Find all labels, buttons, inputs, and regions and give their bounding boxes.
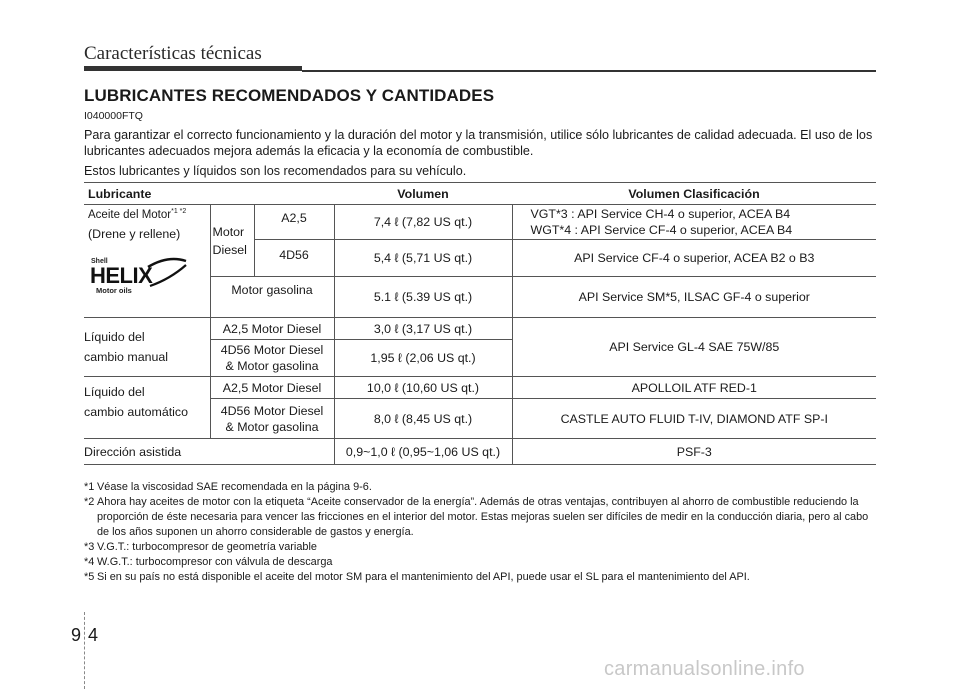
automatic-class-a25: APOLLOIL ATF RED-1 xyxy=(512,377,876,399)
header-classification: Volumen Clasificación xyxy=(512,183,876,205)
oil-class-gasoline: API Service SM*5, ILSAC GF-4 o superior xyxy=(512,277,876,318)
header-volume: Volumen xyxy=(334,183,512,205)
footnote-text: Ahora hay aceites de motor con la etiqueta “Aceite conservador de la energía”. Además de otras ventajas, contribuyen al ahorro de combustible reduciendo la proporción de éste necesaria para vencer las fricciones en el interior del motor. Estas mejoras suelen ser difíciles de medir en la conducción diaria, pero al cabo de los años suponen un ahorro considerable de gastos y energía. xyxy=(97,496,869,538)
manual-engine-4d56-line2: & Motor gasolina xyxy=(225,359,319,373)
table-row xyxy=(84,439,876,465)
manual-engine-4d56 xyxy=(210,340,334,377)
manual-engine-a25: A2,5 Motor Diesel xyxy=(210,318,334,340)
footnote-mark: *4 xyxy=(84,556,95,568)
oil-name-cell xyxy=(84,205,210,318)
footnote-text: Si en su país no está disponible el aceite del motor SM para el mantenimiento del API, puede usar el SL para el mantenimiento del API. xyxy=(97,571,750,583)
lubricants-table xyxy=(84,182,876,465)
table-row xyxy=(84,377,876,399)
automatic-name-cell xyxy=(84,377,210,439)
oil-volume-gasoline: 5.1 ℓ (5.39 US qt.) xyxy=(334,277,512,318)
footnote-mark: *3 xyxy=(84,541,95,553)
footnote-mark: *2 xyxy=(84,496,95,508)
automatic-engine-a25: A2,5 Motor Diesel xyxy=(210,377,334,399)
manual-volume-4d56: 1,95 ℓ (2,06 US qt.) xyxy=(334,340,512,377)
oil-class-4d56: API Service CF-4 o superior, ACEA B2 o B3 xyxy=(512,240,876,277)
page-divider xyxy=(84,612,86,689)
header-lubricant: Lubricante xyxy=(84,183,334,205)
svg-text:HELIX: HELIX xyxy=(90,262,153,288)
page-number: 4 xyxy=(88,625,99,645)
manual-engine-4d56-line1: 4D56 Motor Diesel xyxy=(220,343,324,357)
watermark: carmanualsonline.info xyxy=(604,658,805,680)
manual-name-line2: cambio manual xyxy=(84,350,169,364)
table-row xyxy=(84,318,876,340)
oil-class-wgt: WGT*4 : API Service CF-4 o superior, ACEA B4 xyxy=(530,223,793,237)
oil-name: Aceite del Motor xyxy=(88,208,172,221)
svg-text:Motor oils: Motor oils xyxy=(96,285,132,295)
document-code: I040000FTQ xyxy=(84,110,143,122)
oil-engine-gasoline: Motor gasolina xyxy=(210,277,334,318)
footnote-3 xyxy=(84,540,880,555)
automatic-name-line2: cambio automático xyxy=(84,405,188,419)
footnote-text: V.G.T.: turbocompresor de geometría variable xyxy=(97,541,317,553)
manual-volume-a25: 3,0 ℓ (3,17 US qt.) xyxy=(334,318,512,340)
oil-engine-a25: A2,5 xyxy=(254,205,334,240)
intro-note: Estos lubricantes y líquidos son los recomendados para su vehículo. xyxy=(84,164,467,178)
manual-name-cell xyxy=(84,318,210,377)
footnotes xyxy=(84,480,880,585)
oil-class-a25 xyxy=(512,205,876,240)
automatic-engine-4d56-line2: & Motor gasolina xyxy=(225,419,319,434)
manual-name-line1: Líquido del xyxy=(84,330,145,344)
oil-footnote-marks: *1 *2 xyxy=(171,208,187,215)
header-rule-thin xyxy=(302,70,876,72)
chapter-number: 9 xyxy=(71,625,82,645)
oil-group-cell xyxy=(210,205,254,277)
footnote-mark: *5 xyxy=(84,571,95,583)
manual-class: API Service GL-4 SAE 75W/85 xyxy=(512,318,876,377)
oil-group-label: Motor Diesel xyxy=(212,224,247,257)
section-title: Características técnicas xyxy=(84,43,262,64)
table-row xyxy=(84,205,876,240)
footnote-4 xyxy=(84,555,880,570)
steering-name: Dirección asistida xyxy=(84,439,334,465)
automatic-volume-4d56: 8,0 ℓ (8,45 US qt.) xyxy=(334,399,512,439)
shell-helix-logo xyxy=(88,255,210,298)
footnote-5 xyxy=(84,570,880,585)
oil-engine-4d56: 4D56 xyxy=(254,240,334,277)
footnote-1 xyxy=(84,480,880,495)
footnote-2 xyxy=(84,495,880,540)
automatic-class-4d56: CASTLE AUTO FLUID T-IV, DIAMOND ATF SP-I xyxy=(512,399,876,439)
oil-volume-4d56: 5,4 ℓ (5,71 US qt.) xyxy=(334,240,512,277)
automatic-engine-4d56-line1: 4D56 Motor Diesel xyxy=(220,403,324,418)
page-heading: LUBRICANTES RECOMENDADOS Y CANTIDADES xyxy=(84,86,495,105)
footnote-text: W.G.T.: turbocompresor con válvula de descarga xyxy=(97,556,333,568)
steering-class: PSF-3 xyxy=(512,439,876,465)
footnote-mark: *1 xyxy=(84,481,95,493)
table-header-row xyxy=(84,183,876,205)
header-rule-thick xyxy=(84,66,302,71)
oil-class-vgt: VGT*3 : API Service CH-4 o superior, ACEA B4 xyxy=(530,207,791,221)
intro-paragraph: Para garantizar el correcto funcionamiento y la duración del motor y la transmisión, utilice sólo lubricantes de calidad adecuada. El uso de los lubricantes adecuados mejora además la eficacia y la economía de combustible. xyxy=(84,128,873,158)
oil-volume-a25: 7,4 ℓ (7,82 US qt.) xyxy=(334,205,512,240)
steering-volume: 0,9~1,0 ℓ (0,95~1,06 US qt.) xyxy=(334,439,512,465)
oil-subtitle: (Drene y rellene) xyxy=(88,226,181,241)
automatic-volume-a25: 10,0 ℓ (10,60 US qt.) xyxy=(334,377,512,399)
footnote-text: Véase la viscosidad SAE recomendada en la página 9-6. xyxy=(97,481,372,493)
svg-text:Shell: Shell xyxy=(91,257,108,265)
automatic-engine-4d56 xyxy=(210,399,334,439)
automatic-name-line1: Líquido del xyxy=(84,385,145,399)
